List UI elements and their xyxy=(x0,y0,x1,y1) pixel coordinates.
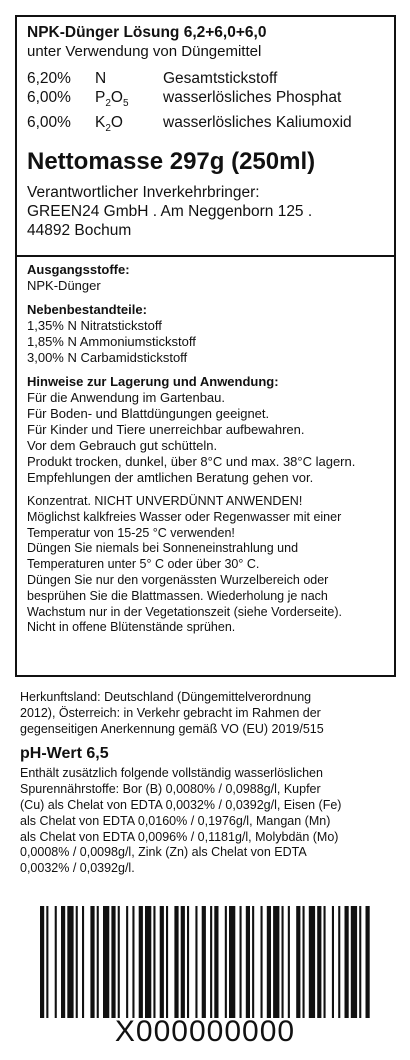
barcode-bar xyxy=(317,906,321,1018)
nutrient-row xyxy=(27,69,384,88)
concentrate-warning-line: Temperaturen unter 5° C oder über 30° C. xyxy=(27,557,260,572)
source-materials-heading: Ausgangsstoffe: xyxy=(27,262,130,277)
barcode-bar xyxy=(261,906,263,1018)
barcode-bar xyxy=(166,906,168,1018)
nutrient-symbol: N xyxy=(95,70,107,87)
barcode-bar xyxy=(118,906,120,1018)
barcode-bar xyxy=(132,906,134,1018)
barcode-bar xyxy=(345,906,349,1018)
net-mass: Nettomasse 297g (250ml) xyxy=(27,148,316,176)
barcode-bar xyxy=(76,906,78,1018)
barcode-bar xyxy=(202,906,206,1018)
barcode-bar xyxy=(288,906,290,1018)
barcode-bar xyxy=(126,906,128,1018)
storage-usage-line: Empfehlungen der amtlichen Beratung gehen vor. xyxy=(27,470,314,485)
trace-nutrients-line: (Cu) als Chelat von EDTA 0,0032% / 0,0392g/l, Eisen (Fe) xyxy=(20,797,342,812)
concentrate-warning-line: Wachstum nur in der Vegetationszeit (siehe Vorderseite). xyxy=(27,604,342,619)
barcode-bar xyxy=(366,906,370,1018)
secondary-ingredient: 1,85% N Ammoniumstickstoff xyxy=(27,334,196,349)
barcode-bar xyxy=(103,906,109,1018)
barcode-bar xyxy=(240,906,242,1018)
storage-usage-heading: Hinweise zur Lagerung und Anwendung: xyxy=(27,374,279,389)
barcode-bar xyxy=(359,906,361,1018)
barcode-bar xyxy=(181,906,185,1018)
barcode-bar xyxy=(210,906,212,1018)
concentrate-warning-line: Konzentrat. NICHT UNVERDÜNNT ANWENDEN! xyxy=(27,494,303,508)
secondary-ingredient: 3,00% N Carbamidstickstoff xyxy=(27,350,188,365)
barcode-bar xyxy=(40,906,44,1018)
barcode-bar xyxy=(145,906,151,1018)
concentrate-warning-line: Düngen Sie nur den vorgenässten Wurzelbereich oder xyxy=(27,572,329,587)
nutrient-symbol: $K_2O$ xyxy=(95,114,123,135)
concentrate-warning-line: Düngen Sie niemals bei Sonneneinstrahlung und xyxy=(27,541,299,556)
barcode-bar xyxy=(332,906,334,1018)
nutrient-percent: 6,20% xyxy=(27,70,71,87)
barcode-bar xyxy=(246,906,250,1018)
trace-nutrients-line: als Chelat von EDTA 0,0160% / 0,1976g/l, Mangan (Mn) xyxy=(20,813,331,828)
storage-usage-line: Vor dem Gebrauch gut schütteln. xyxy=(27,438,218,453)
concentrate-warning-line: besprühen Sie die Blattmassen. Wiederholung je nach xyxy=(27,588,328,603)
nutrient-description: wasserlösliches Kaliumoxid xyxy=(163,114,352,132)
barcode-bar xyxy=(195,906,197,1018)
barcode-bar xyxy=(67,906,73,1018)
barcode-bar xyxy=(111,906,115,1018)
barcode-bar xyxy=(351,906,357,1018)
ingredients-usage-box xyxy=(15,257,396,677)
origin-line: gegenseitigen Anerkennung gemäß VO (EU) 2019/515 xyxy=(20,721,324,736)
barcode-bar xyxy=(82,906,84,1018)
nutrient-percent: 6,00% xyxy=(27,89,71,106)
nutrient-description: Gesamtstickstoff xyxy=(163,70,278,87)
secondary-ingredient: 1,35% N Nitratstickstoff xyxy=(27,318,162,333)
barcode-bar xyxy=(324,906,326,1018)
origin-line: Herkunftsland: Deutschland (Düngemittelverordnung xyxy=(20,690,312,704)
barcode-bar xyxy=(46,906,48,1018)
barcode-bar xyxy=(303,906,305,1018)
barcode-bar xyxy=(267,906,271,1018)
responsible-party: Verantwortlicher Inverkehrbringer: GREEN24 GmbH . Am Neggenborn 125 . 44892 Bochum xyxy=(27,184,313,240)
concentrate-warning-line: Temperatur von 15-25 °C verwenden! xyxy=(27,525,235,540)
storage-usage-line: Produkt trocken, dunkel, über 8°C und max. 38°C lagern. xyxy=(27,454,356,469)
barcode-bar xyxy=(153,906,155,1018)
trace-nutrients-line: 0,0032% / 0,0392g/l. xyxy=(20,861,135,876)
barcode-bar xyxy=(309,906,315,1018)
barcode-bar xyxy=(282,906,284,1018)
concentrate-warning-line: Möglichst kalkfreies Wasser oder Regenwasser mit einer xyxy=(27,509,342,524)
barcode-bar xyxy=(139,906,143,1018)
barcode-bar xyxy=(187,906,189,1018)
trace-nutrients-line: Spurennährstoffe: Bor (B) 0,0080% / 0,0988g/l, Kupfer xyxy=(20,782,321,797)
ph-value: pH-Wert 6,5 xyxy=(20,745,109,763)
trace-nutrients-line: Enthält zusätzlich folgende vollständig wasserlöslichen xyxy=(20,766,323,781)
additional-info xyxy=(20,690,400,877)
barcode-number: X000000000 xyxy=(114,1015,296,1048)
nutrient-percent: 6,00% xyxy=(27,114,71,132)
barcode-bar xyxy=(252,906,254,1018)
source-materials: NPK-Dünger xyxy=(27,278,101,293)
barcode-bar xyxy=(160,906,164,1018)
barcode-bar xyxy=(296,906,300,1018)
origin-line: 2012), Österreich: in Verkehr gebracht im Rahmen der xyxy=(20,705,321,720)
product-title: NPK-Dünger Lösung 6,2+6,0+6,0 xyxy=(27,24,267,41)
barcode-bar xyxy=(225,906,227,1018)
nutrient-row xyxy=(27,113,384,138)
barcode-bar xyxy=(55,906,57,1018)
product-header-box xyxy=(15,15,396,257)
barcode-bar xyxy=(90,906,94,1018)
storage-usage-line: Für Kinder und Tiere unerreichbar aufbewahren. xyxy=(27,422,305,437)
barcode-bar xyxy=(61,906,65,1018)
barcode-bar xyxy=(338,906,340,1018)
barcode-bar xyxy=(214,906,218,1018)
trace-nutrients-line: 0,0008% / 0,0098g/l, Zink (Zn) als Chelat von EDTA xyxy=(20,845,307,860)
nutrient-description: wasserlösliches Phosphat xyxy=(163,89,342,106)
storage-usage-line: Für Boden- und Blattdüngungen geeignet. xyxy=(27,406,270,421)
trace-nutrients-line: als Chelat von EDTA 0,0096% / 0,1181g/l, Molybdän (Mo) xyxy=(20,829,339,844)
concentrate-warning-line: Nicht in offene Blütenstände sprühen. xyxy=(27,620,236,635)
barcode xyxy=(40,906,370,1018)
storage-usage-line: Für die Anwendung im Gartenbau. xyxy=(27,390,226,405)
secondary-ingredients-heading: Nebenbestandteile: xyxy=(27,302,147,317)
nutrient-row xyxy=(27,88,384,113)
product-subtitle: unter Verwendung von Düngemittel xyxy=(27,43,262,60)
barcode-bar xyxy=(229,906,235,1018)
barcode-bar xyxy=(273,906,279,1018)
barcode-bar xyxy=(97,906,99,1018)
barcode-bar xyxy=(174,906,178,1018)
nutrient-symbol: $P_2O_5$ xyxy=(95,89,129,110)
